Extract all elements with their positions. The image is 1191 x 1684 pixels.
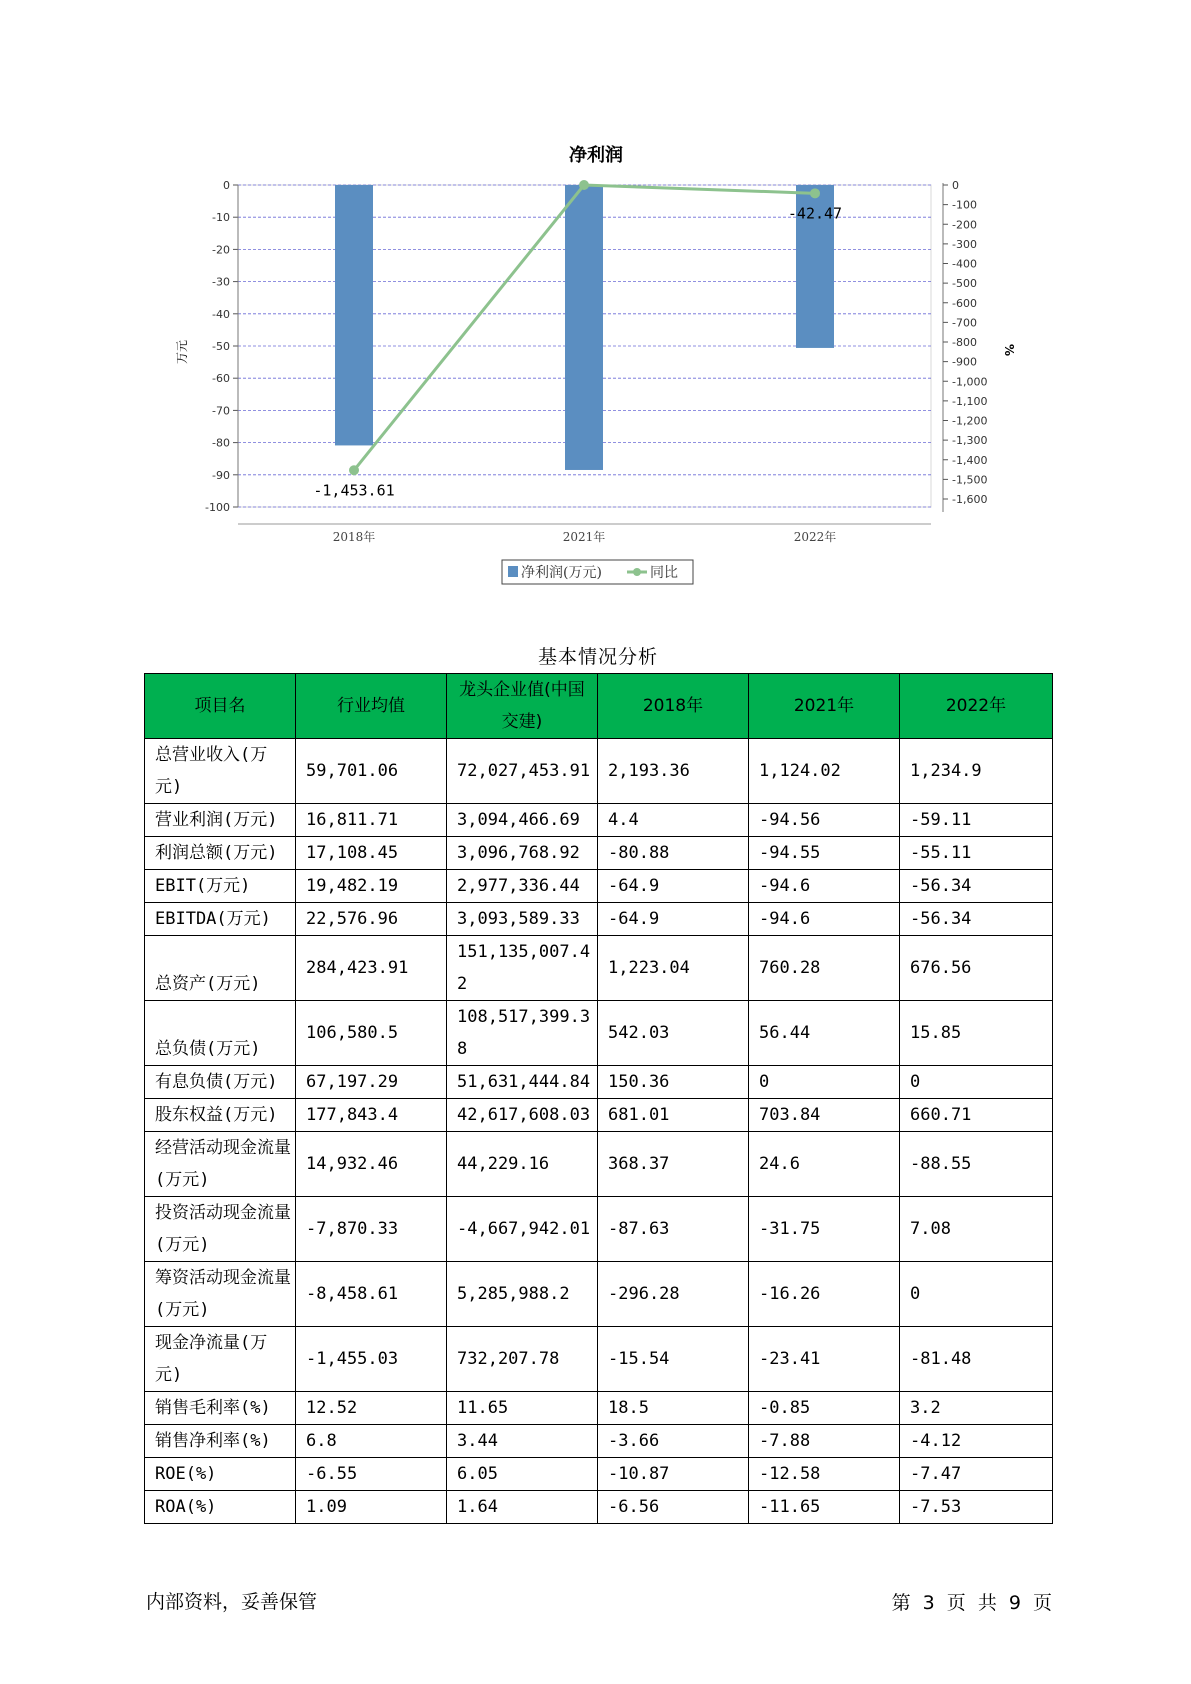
table-row [145, 804, 1053, 837]
legend-line-marker [633, 568, 641, 576]
table-cell: -7.47 [900, 1458, 1053, 1491]
row-label-cell: 销售毛利率(%) [145, 1392, 296, 1425]
header-cell: 行业均值 [296, 674, 447, 739]
table-cell: 1.09 [296, 1491, 447, 1524]
table-cell: 44,229.16 [447, 1132, 598, 1197]
header-cell: 2022年 [900, 674, 1053, 739]
table-cell: -88.55 [900, 1132, 1053, 1197]
right-axis [943, 179, 987, 512]
line-point [349, 465, 359, 475]
legend-bar-swatch [508, 566, 518, 577]
table-cell: 7.08 [900, 1197, 1053, 1262]
right-tick-label: -100 [952, 198, 977, 212]
table-cell: -8,458.61 [296, 1262, 447, 1327]
table-cell: 108,517,399.38 [447, 1001, 598, 1066]
right-tick-label: -1,300 [952, 434, 988, 448]
table-row [145, 1262, 1053, 1327]
right-tick-label: -900 [952, 355, 977, 369]
left-tick-label: -40 [212, 307, 230, 321]
row-label-cell: 筹资活动现金流量(万元) [145, 1262, 296, 1327]
line-point [810, 188, 820, 198]
right-tick-label: -800 [952, 336, 977, 349]
table-cell: -56.34 [900, 870, 1053, 903]
table-cell: -7.88 [749, 1425, 900, 1458]
table-cell: 3,094,466.69 [447, 804, 598, 837]
table-cell: 660.71 [900, 1099, 1053, 1132]
table-row [145, 1001, 1053, 1066]
table-cell: 3.44 [447, 1425, 598, 1458]
left-tick-label: -20 [212, 243, 230, 257]
row-label-cell: ROE(%) [145, 1458, 296, 1491]
table-cell: 106,580.5 [296, 1001, 447, 1066]
legend-line-label: 同比 [650, 565, 678, 581]
table-cell: -64.9 [598, 903, 749, 936]
left-tick-label: 0 [223, 179, 230, 192]
right-tick-label: -700 [952, 316, 977, 330]
table-cell: 732,207.78 [447, 1327, 598, 1392]
bar [565, 185, 603, 470]
left-tick-label: -100 [205, 501, 230, 514]
table-cell: 42,617,608.03 [447, 1099, 598, 1132]
line-point [579, 180, 589, 190]
table-body [145, 739, 1053, 1524]
table-row [145, 1458, 1053, 1491]
table-cell: 15.85 [900, 1001, 1053, 1066]
right-tick-label: -1,200 [952, 414, 988, 428]
table-row [145, 1491, 1053, 1524]
table-cell: 2,977,336.44 [447, 870, 598, 903]
table-cell: -15.54 [598, 1327, 749, 1392]
row-label-cell: 销售净利率(%) [145, 1425, 296, 1458]
table-cell: 681.01 [598, 1099, 749, 1132]
table-cell: -296.28 [598, 1262, 749, 1327]
table-cell: -6.56 [598, 1491, 749, 1524]
right-tick-label: -600 [952, 296, 977, 310]
table-cell: 3,093,589.33 [447, 903, 598, 936]
table-row [145, 739, 1053, 804]
right-tick-label: -1,000 [952, 375, 988, 389]
x-tick-label: 2021年 [562, 530, 606, 544]
table-row [145, 1425, 1053, 1458]
table-cell: 18.5 [598, 1392, 749, 1425]
table-cell: 12.52 [296, 1392, 447, 1425]
table-row [145, 870, 1053, 903]
row-label-cell: EBIT(万元) [145, 870, 296, 903]
chart-legend [502, 560, 693, 584]
table-cell: 760.28 [749, 936, 900, 1001]
table-row [145, 903, 1053, 936]
table-cell: -23.41 [749, 1327, 900, 1392]
row-label-cell: 现金净流量(万元) [145, 1327, 296, 1392]
table-row [145, 1066, 1053, 1099]
left-axis [205, 179, 238, 514]
table-cell: 676.56 [900, 936, 1053, 1001]
header-cell: 项目名 [145, 674, 296, 739]
table-cell: 0 [900, 1066, 1053, 1099]
table-cell: 17,108.45 [296, 837, 447, 870]
x-axis [238, 524, 931, 544]
table-cell: -94.6 [749, 870, 900, 903]
right-tick-label: -1,400 [952, 453, 988, 467]
row-label-cell: ROA(%) [145, 1491, 296, 1524]
table-cell: 177,843.4 [296, 1099, 447, 1132]
table-row [145, 1327, 1053, 1392]
table-cell: 703.84 [749, 1099, 900, 1132]
table-cell: 150.36 [598, 1066, 749, 1099]
row-label-cell: 总负债(万元) [145, 1001, 296, 1066]
table-row [145, 1132, 1053, 1197]
table-cell: -64.9 [598, 870, 749, 903]
table-cell: 542.03 [598, 1001, 749, 1066]
table-cell: 16,811.71 [296, 804, 447, 837]
table-cell: -81.48 [900, 1327, 1053, 1392]
table-cell: -7,870.33 [296, 1197, 447, 1262]
left-tick-label: -60 [212, 372, 230, 386]
table-cell: 51,631,444.84 [447, 1066, 598, 1099]
table-cell: -11.65 [749, 1491, 900, 1524]
right-tick-label: -400 [952, 257, 977, 271]
table-cell: 72,027,453.91 [447, 739, 598, 804]
row-label-cell: 总营业收入(万元) [145, 739, 296, 804]
table-cell: 368.37 [598, 1132, 749, 1197]
table-cell: -4,667,942.01 [447, 1197, 598, 1262]
right-tick-label: -1,600 [952, 493, 988, 506]
left-tick-label: -10 [212, 211, 230, 225]
footer-confidential: 内部资料，妥善保管 [146, 1591, 318, 1613]
row-label-cell: EBITDA(万元) [145, 903, 296, 936]
x-tick-label: 2018年 [332, 530, 376, 544]
table-cell: -87.63 [598, 1197, 749, 1262]
bar-series [335, 185, 834, 470]
header-cell: 龙头企业值(中国交建) [447, 674, 598, 739]
right-tick-label: -1,100 [952, 394, 988, 408]
table-row [145, 1197, 1053, 1262]
table-cell: 284,423.91 [296, 936, 447, 1001]
left-tick-label: -70 [212, 404, 230, 418]
table-cell: 67,197.29 [296, 1066, 447, 1099]
table-cell: 1,124.02 [749, 739, 900, 804]
footer-page-number: 第 3 页 共 9 页 [891, 1592, 1052, 1614]
table-cell: 3,096,768.92 [447, 837, 598, 870]
left-tick-label: -30 [212, 275, 230, 289]
table-cell: 1,223.04 [598, 936, 749, 1001]
table-cell: 0 [749, 1066, 900, 1099]
table-cell: 59,701.06 [296, 739, 447, 804]
table-caption: 基本情况分析 [537, 646, 658, 668]
right-tick-label: -300 [952, 237, 977, 251]
left-tick-label: -90 [212, 468, 230, 482]
basic-analysis-table [144, 673, 1053, 1524]
table-cell: 151,135,007.42 [447, 936, 598, 1001]
right-tick-label: -1,500 [952, 473, 988, 487]
table-cell: -7.53 [900, 1491, 1053, 1524]
header-cell: 2021年 [749, 674, 900, 739]
table-cell: -80.88 [598, 837, 749, 870]
row-label-cell: 经营活动现金流量(万元) [145, 1132, 296, 1197]
row-label-cell: 投资活动现金流量(万元) [145, 1197, 296, 1262]
table-cell: 14,932.46 [296, 1132, 447, 1197]
row-label-cell: 利润总额(万元) [145, 837, 296, 870]
right-tick-label: 0 [952, 179, 959, 192]
left-tick-label: -50 [212, 340, 230, 353]
table-cell: -3.66 [598, 1425, 749, 1458]
table-cell: 6.05 [447, 1458, 598, 1491]
table-cell: 3.2 [900, 1392, 1053, 1425]
table-cell: -59.11 [900, 804, 1053, 837]
table-cell: 56.44 [749, 1001, 900, 1066]
y2-axis-label: % [1002, 343, 1016, 357]
net-profit-chart [0, 0, 1191, 600]
table-cell: 24.6 [749, 1132, 900, 1197]
table-cell: -10.87 [598, 1458, 749, 1491]
data-label: -42.47 [787, 204, 843, 223]
table-cell: -55.11 [900, 837, 1053, 870]
chart-title: 净利润 [569, 145, 623, 166]
right-tick-label: -200 [952, 218, 977, 232]
table-cell: -31.75 [749, 1197, 900, 1262]
table-cell: 22,576.96 [296, 903, 447, 936]
legend-bar-label: 净利润(万元) [521, 565, 602, 581]
data-label: -1,453.61 [313, 481, 395, 500]
table-cell: -1,455.03 [296, 1327, 447, 1392]
bar [335, 185, 373, 445]
left-tick-label: -80 [212, 436, 230, 450]
table-cell: -94.55 [749, 837, 900, 870]
table-cell: -16.26 [749, 1262, 900, 1327]
table-cell: 1.64 [447, 1491, 598, 1524]
table-row [145, 1099, 1053, 1132]
row-label-cell: 总资产(万元) [145, 936, 296, 1001]
header-cell: 2018年 [598, 674, 749, 739]
row-label-cell: 营业利润(万元) [145, 804, 296, 837]
table-row [145, 837, 1053, 870]
table-cell: 4.4 [598, 804, 749, 837]
row-label-cell: 有息负债(万元) [145, 1066, 296, 1099]
table-cell: -94.6 [749, 903, 900, 936]
table-cell: -4.12 [900, 1425, 1053, 1458]
table-cell: 0 [900, 1262, 1053, 1327]
table-header-row [145, 674, 1053, 739]
table-cell: 6.8 [296, 1425, 447, 1458]
table-cell: 11.65 [447, 1392, 598, 1425]
table-cell: -94.56 [749, 804, 900, 837]
table-cell: -6.55 [296, 1458, 447, 1491]
table-row [145, 1392, 1053, 1425]
table-cell: -12.58 [749, 1458, 900, 1491]
row-label-cell: 股东权益(万元) [145, 1099, 296, 1132]
table-cell: 2,193.36 [598, 739, 749, 804]
x-tick-label: 2022年 [793, 530, 837, 544]
table-row [145, 936, 1053, 1001]
table-cell: -56.34 [900, 903, 1053, 936]
table-cell: 19,482.19 [296, 870, 447, 903]
right-tick-label: -500 [952, 277, 977, 291]
table-cell: 5,285,988.2 [447, 1262, 598, 1327]
table-cell: -0.85 [749, 1392, 900, 1425]
table-cell: 1,234.9 [900, 739, 1053, 804]
y-axis-label: 万元 [175, 339, 189, 365]
